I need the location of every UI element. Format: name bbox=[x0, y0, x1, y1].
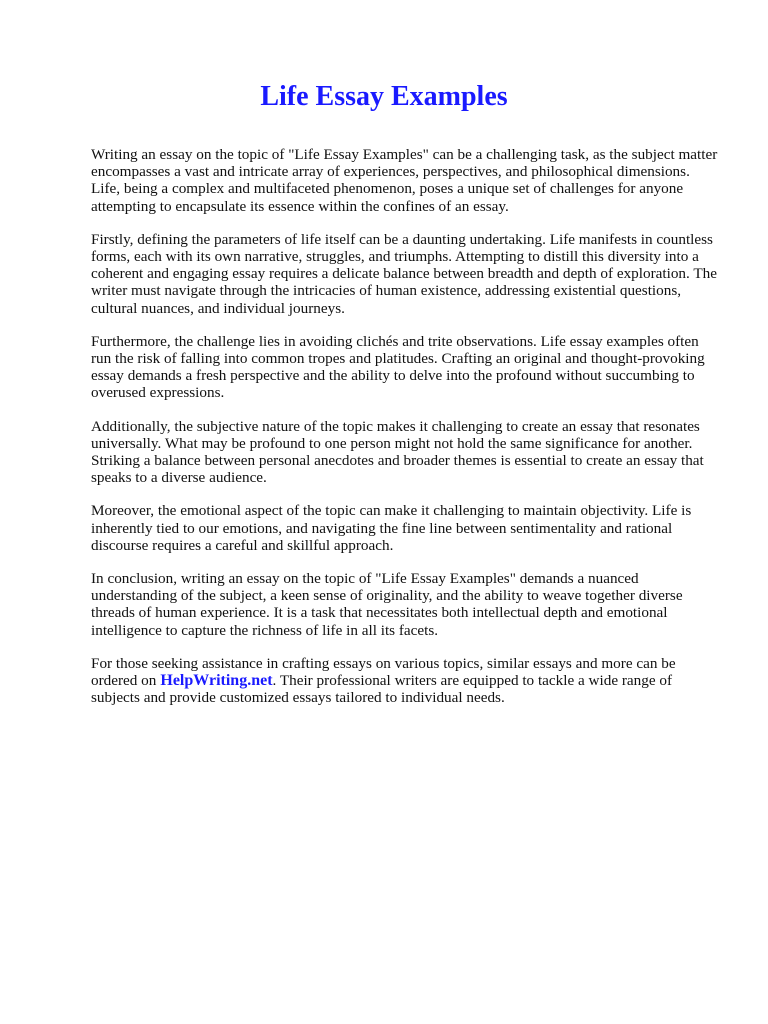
paragraph-conclusion: In conclusion, writing an essay on the topic of "Life Essay Examples" demands a nuanced understanding of the subject, a keen sense of originality, and the ability to weave together diverse threads of human experience. It is a task that necessitates both intellectual depth and emotional intelligence to capture the richness of life in all its facets. bbox=[91, 570, 683, 639]
page-title: Life Essay Examples bbox=[260, 81, 508, 112]
paragraph-moreover: Moreover, the emotional aspect of the topic can make it challenging to maintain objectivity. Life is inherently tied to our emotions, and navigating the fine line between sentimentality and rational discourse requires a careful and skillful approach. bbox=[91, 502, 692, 554]
closing-text-after-link: . Their professional writers are equipped to tackle a wide range of subjects and provide customized essays tailored to individual needs. bbox=[91, 672, 673, 707]
paragraph-furthermore: Furthermore, the challenge lies in avoiding clichés and trite observations. Life essay examples often run the risk of falling into common tropes and platitudes. Crafting an original and thought-provoking essay demands a fresh perspective and the ability to delve into the profound without succumbing to overused expressions. bbox=[91, 332, 705, 402]
closing-text-before-link: For those seeking assistance in crafting essays on various topics, similar essays and more can be ordered on bbox=[91, 654, 676, 690]
essay-body bbox=[91, 146, 721, 722]
paragraph-intro: Writing an essay on the topic of "Life Essay Examples" can be a challenging task, as the subject matter encompasses a vast and intricate array of experiences, perspectives, and philosophical dimensions. Life, being a complex and multifaceted phenomenon, poses a unique set of challenges for anyone attempting to encapsulate its essence within the confines of an essay. bbox=[91, 146, 718, 215]
paragraph-additionally: Additionally, the subjective nature of the topic makes it challenging to create an essay that resonates universally. What may be profound to one person might not hold the same significance for another. Striking a balance between personal anecdotes and broader themes is essential to create an essay that speaks to a diverse audience. bbox=[91, 417, 704, 487]
helpwriting-link[interactable]: HelpWriting.net bbox=[160, 672, 273, 690]
paragraph-closing bbox=[91, 655, 721, 707]
paragraph-firstly: Firstly, defining the parameters of life itself can be a daunting undertaking. Life manifests in countless forms, each with its own narrative, struggles, and triumphs. Attempting to distill this diversity into a coherent and engaging essay requires a delicate balance between breadth and depth of exploration. The writer must navigate through the intricacies of human existence, addressing existential questions, cultural nuances, and individual journeys. bbox=[91, 230, 717, 317]
